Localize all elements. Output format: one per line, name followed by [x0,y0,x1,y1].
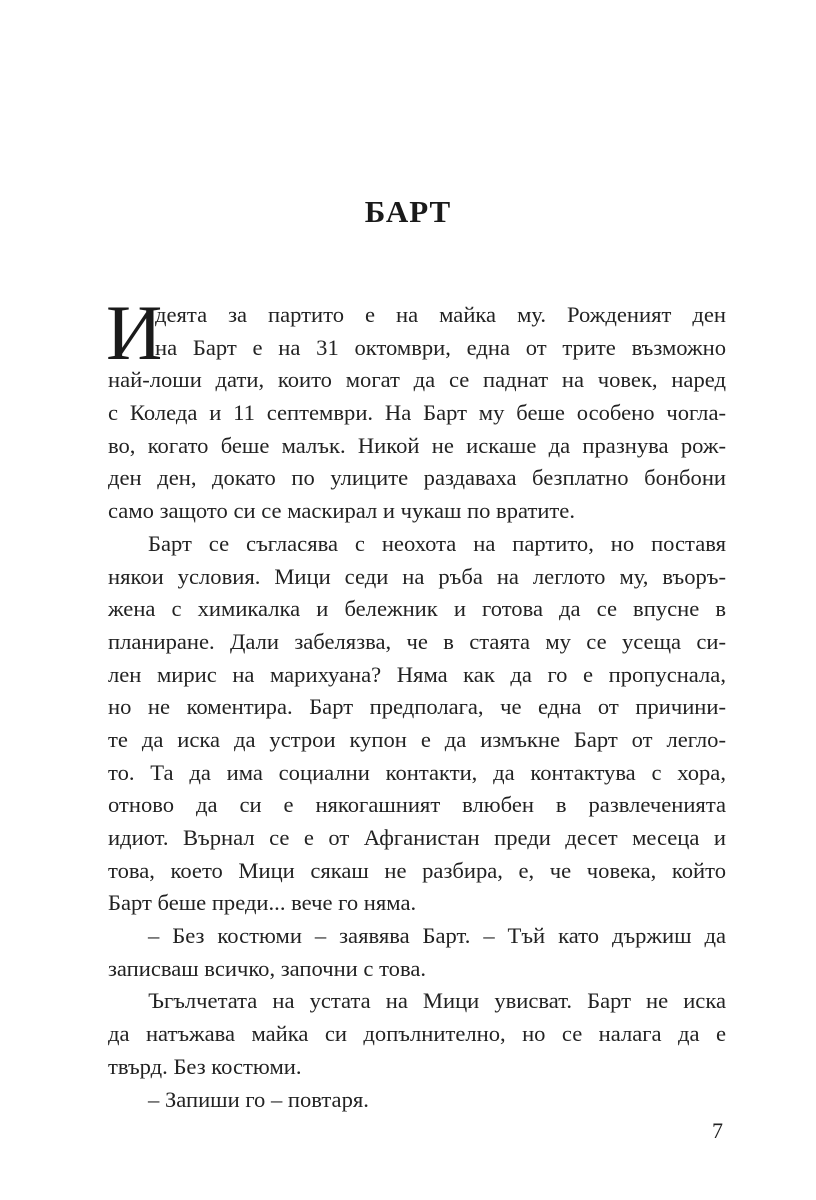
text-line: твърд. Без костюми. [108,1053,302,1079]
text-line: отново да си е някогашният влюбен в развлеченията [108,792,726,818]
text-line: – Запиши го – повтаря. [148,1086,369,1112]
text-line: но не коментира. Барт предполага, че една от причини- [108,694,726,720]
text-line: най-лоши дати, които могат да се паднат на човек, наред [108,367,726,393]
text-line: планиране. Дали забелязва, че в стаята му се усеща си- [108,628,726,654]
chapter-body [106,289,726,1116]
text-line: някои условия. Мици седи на ръба на леглото му, въоръ- [108,563,726,589]
text-line: идиот. Върнал се е от Афганистан преди десет месеца и [108,825,726,850]
text-line: деята за партито е на майка му. Рожденият ден [155,302,726,327]
text-line: те да иска да устрои купон е да измъкне Барт от легло- [108,726,726,752]
text-line: Барт се съгласява с неохота на партито, но поставя [148,530,726,556]
text-line: само защото си се маскирал и чукаш по вратите. [108,498,575,524]
text-line: то. Та да има социални контакти, да контактува с хора, [108,759,726,785]
text-line: ден ден, докато по улиците раздаваха безплатно бонбони [108,465,726,491]
text-line: да натъжава майка си допълнително, но се налага да е [108,1021,726,1047]
chapter-title: БАРТ [364,194,452,229]
text-line: жена с химикалка и бележник и готова да се впусне в [108,596,726,622]
drop-cap: И [106,289,163,376]
text-line: с Коледа и 11 септември. На Барт му беше особено чогла- [108,400,726,426]
text-line: това, което Мици сякаш не разбира, е, че човека, който [108,857,726,883]
text-line: на Барт е на 31 октомври, една от трите възможно [155,334,726,360]
text-line: во, когато беше малък. Никой не искаше да празнува рож- [108,432,726,458]
text-line: Барт беше преди... вече го няма. [108,890,417,916]
page-number: 7 [712,1118,723,1143]
text-line: лен мирис на марихуана? Няма как да го е пропуснала, [108,661,726,687]
text-line: записваш всичко, започни с това. [108,955,426,981]
text-line: – Без костюми – заявява Барт. – Тъй като държиш да [148,923,726,949]
text-line: Ъгълчетата на устата на Мици увисват. Барт не иска [148,988,726,1014]
